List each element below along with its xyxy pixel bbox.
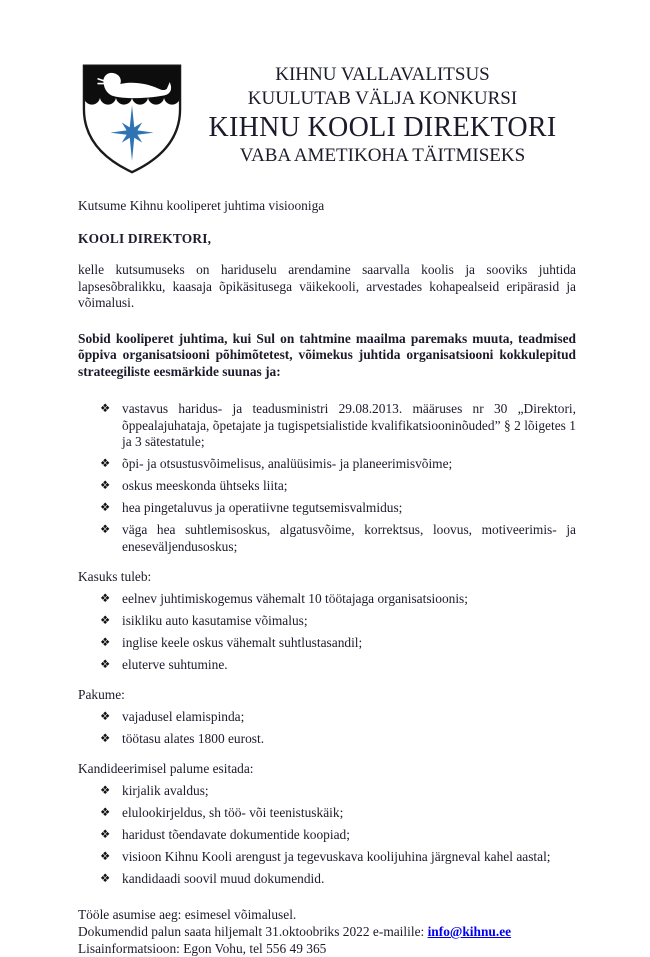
diamond-bullet-icon: ❖ bbox=[100, 710, 111, 723]
list-item bbox=[100, 500, 576, 517]
diamond-bullet-icon: ❖ bbox=[100, 524, 111, 536]
list-item bbox=[100, 709, 576, 726]
list-item bbox=[100, 783, 576, 800]
list-item bbox=[100, 635, 576, 652]
list-item-text: eelnev juhtimiskogemus vähemalt 10 töötajaga organisatsioonis; bbox=[122, 590, 468, 606]
list-item-text: töötasu alates 1800 eurost. bbox=[122, 730, 265, 746]
requirements-list bbox=[78, 401, 576, 555]
organization-name: KIHNU VALLAVALITSUS bbox=[275, 64, 490, 85]
list-item bbox=[100, 401, 576, 451]
list-item-text: isikliku auto kasutamise võimalus; bbox=[122, 612, 308, 628]
contact-line: Lisainformatsioon: Egon Vohu, tel 556 49 365 bbox=[78, 941, 327, 956]
list-item-text: visioon Kihnu Kooli arengust ja tegevuskava koolijuhina järgneval kahel aastal; bbox=[122, 848, 551, 864]
section-list-kandideerimine bbox=[78, 783, 576, 888]
diamond-bullet-icon: ❖ bbox=[100, 784, 111, 797]
section-title-pakume: Pakume: bbox=[78, 687, 125, 702]
diamond-bullet-icon: ❖ bbox=[100, 403, 111, 415]
section-list-pakume bbox=[78, 709, 576, 748]
list-item bbox=[100, 827, 576, 844]
kihnu-coat-of-arms-icon bbox=[75, 60, 189, 175]
list-item-text: eluterve suhtumine. bbox=[122, 656, 228, 672]
deadline-text: Dokumendid palun saata hiljemalt 31.oktoobriks 2022 e-mailile: bbox=[78, 924, 428, 939]
document-footer bbox=[78, 906, 576, 957]
diamond-bullet-icon: ❖ bbox=[100, 636, 111, 649]
list-item bbox=[100, 871, 576, 888]
list-item-text: inglise keele oskus vähemalt suhtlustasandil; bbox=[122, 634, 363, 650]
diamond-bullet-icon: ❖ bbox=[100, 502, 111, 514]
role-paragraph: kelle kutsumuseks on hariduselu arendamine saarvalla koolis ja sooviks juhtida lapsesõbralikku, kaasaja õpikäsitusega väikekooli, arvestades kohapealseid eripärasid ja võimalusi. bbox=[78, 262, 576, 310]
list-item bbox=[100, 522, 576, 555]
announcement-line: KUULUTAB VÄLJA KONKURSI bbox=[247, 88, 518, 109]
position-title: KIHNU KOOLI DIREKTORI bbox=[208, 112, 557, 143]
list-item-text: oskus meeskonda ühtseks liita; bbox=[122, 478, 288, 493]
diamond-bullet-icon: ❖ bbox=[100, 614, 111, 627]
requirements-intro: Sobid kooliperet juhtima, kui Sul on tahtmine maailma paremaks muuta, teadmised õppiva organisatsiooni põhimõtetest, võimekus juhtida organisatsiooni kokkulepitud strateegiliste eesmärkide suunas ja: bbox=[78, 330, 576, 379]
intro-text: Kutsume Kihnu kooliperet juhtima visiooniga bbox=[78, 198, 325, 213]
diamond-bullet-icon: ❖ bbox=[100, 850, 111, 863]
list-item bbox=[100, 731, 576, 748]
list-item bbox=[100, 805, 576, 822]
list-item-text: vajadusel elamispinda; bbox=[122, 708, 245, 724]
document-header bbox=[78, 60, 576, 175]
deadline-line bbox=[78, 923, 576, 940]
list-item-text: kandidaadi soovil muud dokumendid. bbox=[122, 870, 325, 886]
role-heading: KOOLI DIREKTORI, bbox=[78, 230, 212, 246]
diamond-bullet-icon: ❖ bbox=[100, 828, 111, 841]
list-item bbox=[100, 591, 576, 608]
list-item-text: haridust tõendavate dokumentide koopiad; bbox=[122, 826, 350, 842]
vacancy-line: VABA AMETIKOHA TÄITMISEKS bbox=[239, 145, 526, 166]
list-item-text: hea pingetaluvus ja operatiivne tegutsemisvalmidus; bbox=[122, 500, 403, 515]
diamond-bullet-icon: ❖ bbox=[100, 872, 111, 885]
list-item bbox=[100, 849, 576, 866]
section-title-kasuks: Kasuks tuleb: bbox=[78, 569, 152, 584]
diamond-bullet-icon: ❖ bbox=[100, 658, 111, 671]
diamond-bullet-icon: ❖ bbox=[100, 732, 111, 745]
diamond-bullet-icon: ❖ bbox=[100, 480, 111, 492]
section-list-kasuks bbox=[78, 591, 576, 674]
list-item bbox=[100, 657, 576, 674]
start-date-line: Tööle asumise aeg: esimesel võimalusel. bbox=[78, 907, 297, 922]
list-item bbox=[100, 478, 576, 495]
list-item-text: kirjalik avaldus; bbox=[122, 782, 209, 798]
diamond-bullet-icon: ❖ bbox=[100, 592, 111, 605]
list-item-text: vastavus haridus- ja teadusministri 29.08.2013. määruses nr 30 „Direktori, õppealajuhataja, õpetajate ja tugispetsialistide kvalifikatsiooninõuded” § 2 lõigetes 1 ja 3 sätestatule; bbox=[122, 401, 576, 449]
list-item-text: õpi- ja otsustusvõimelisus, analüüsimis- ja planeerimisvõime; bbox=[122, 456, 453, 471]
list-item-text: elulookirjeldus, sh töö- või teenistuskäik; bbox=[122, 804, 344, 820]
list-item bbox=[100, 613, 576, 630]
diamond-bullet-icon: ❖ bbox=[100, 458, 111, 470]
diamond-bullet-icon: ❖ bbox=[100, 806, 111, 819]
announcement-title-block bbox=[189, 60, 576, 168]
list-item bbox=[100, 456, 576, 473]
section-title-kandideerimine: Kandideerimisel palume esitada: bbox=[78, 761, 254, 776]
email-link[interactable]: info@kihnu.ee bbox=[427, 924, 512, 939]
list-item-text: väga hea suhtlemisoskus, algatusvõime, korrektsus, loovus, motiveerimis- ja eneseväljendusoskus; bbox=[122, 522, 576, 554]
document-body bbox=[78, 198, 576, 957]
